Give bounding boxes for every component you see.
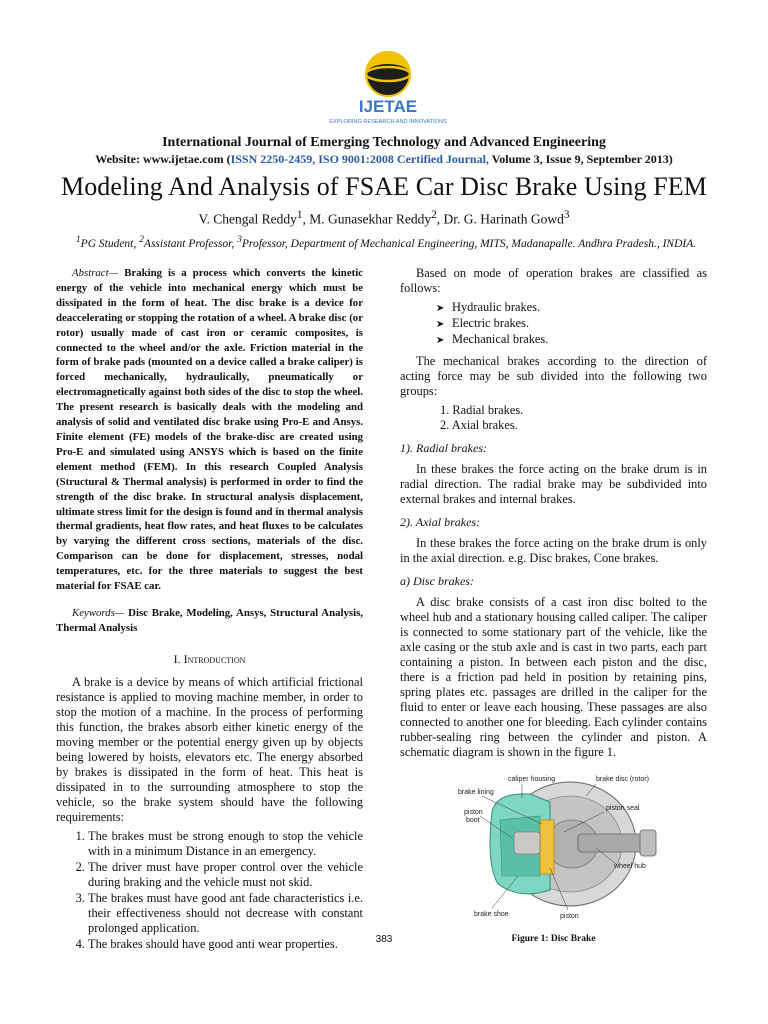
- affil-sup: 2: [139, 234, 144, 245]
- affil-sup: 1: [75, 234, 81, 245]
- affil-sup: 3: [237, 234, 242, 245]
- affiliation: [66, 231, 706, 253]
- intro-paragraph: A brake is a device by means of which artificial frictional resistance is applied to moving machine member, in order to stop the motion of a machine. In the process of performing this function, the brakes absorb either kinetic energy of the moving member or the potential energy given up by objects being lowered by hoists, elevators etc. The energy absorbed by brakes is dissipated in the form of heat. This heat is dissipated in to the surrounding atmosphere to stop the vehicle, so the brake system should have the following requirements:: [56, 674, 363, 824]
- list-item: [436, 300, 707, 316]
- arrow-bullet-icon: ➤: [436, 303, 445, 314]
- author-name: Dr. G. Harinath Gowd: [443, 211, 564, 227]
- disc-brake-diagram: [400, 772, 707, 922]
- section-heading-introduction: [56, 652, 363, 667]
- section-numeral: I.: [173, 651, 184, 666]
- list-item: 4. The brakes should have good anti wear properties.: [88, 937, 363, 952]
- paper-title: Modeling And Analysis of FSAE Car Disc Brake Using FEM: [60, 172, 707, 201]
- abstract: [56, 266, 363, 594]
- list-item-text: Electric brakes.: [452, 316, 530, 330]
- section-title: Introduction: [183, 651, 246, 666]
- website-prefix: Website: www.ijetae.com (: [95, 152, 231, 166]
- page-number: 383: [375, 934, 393, 945]
- journal-logo: [329, 44, 447, 130]
- list-item-text: Mechanical brakes.: [452, 332, 549, 346]
- arrow-bullet-icon: ➤: [436, 335, 445, 346]
- axial-brakes-text: In these brakes the force acting on the brake drum is only in the axial direction. e.g. Disc brakes, Cone brakes.: [400, 536, 707, 565]
- arrow-bullet-icon: ➤: [436, 319, 445, 330]
- list-item: [436, 316, 707, 332]
- classification-paragraph: Based on mode of operation brakes are classified as follows:: [400, 266, 707, 295]
- right-column: [400, 266, 707, 947]
- label-piston-seal: piston seal: [606, 805, 640, 812]
- list-item: 1. The brakes must be strong enough to stop the vehicle with in a minimum Distance in an emergency.: [88, 829, 363, 859]
- list-item: 2. Axial brakes.: [440, 418, 518, 432]
- volume-text: Volume 3, Issue 9, September 2013): [488, 152, 673, 166]
- mechanical-paragraph: The mechanical brakes according to the direction of acting force may be sub divided into the following two groups:: [400, 354, 707, 398]
- disc-brakes-heading: a) Disc brakes:: [400, 574, 474, 588]
- list-item: 2. The driver must have proper control over the vehicle during braking and the vehicle must not skid.: [88, 860, 363, 890]
- journal-name: International Journal of Emerging Technology and Advanced Engineering: [162, 135, 606, 150]
- affil-text: Professor, Department of Mechanical Engineering, MITS, Madanapalle. Andhra Pradesh., INDIA.: [241, 237, 697, 250]
- author-name: V. Chengal Reddy: [198, 211, 297, 227]
- groups-list: [440, 403, 707, 433]
- logo-tagline: EXPLORING RESEARCH AND INNOVATIONS: [329, 119, 447, 125]
- list-item: 1. Radial brakes.: [440, 403, 524, 417]
- left-column: [56, 266, 363, 953]
- label-brake-shoe: brake shoe: [474, 911, 509, 918]
- list-item-text: Hydraulic brakes.: [452, 300, 541, 314]
- author-sup: 3: [563, 209, 570, 221]
- list-item: 3. The brakes must have good ant fade characteristics i.e. their effectiveness should not decrease with constant prolonged application.: [88, 891, 363, 936]
- radial-brakes-text: In these brakes the force acting on the brake drum is in radial direction. The radial brake may be subdivided into external brakes and internal brakes.: [400, 462, 707, 506]
- label-piston: piston: [464, 809, 483, 816]
- label-boot: boot: [466, 817, 480, 824]
- label-brake-lining: brake lining: [458, 789, 494, 796]
- affil-text: PG Student,: [80, 237, 140, 250]
- axial-brakes-heading: 2). Axial brakes:: [400, 515, 481, 529]
- author-line: V. Chengal Reddy$^1$, M. Gunasekhar Reddy$^2$, Dr. G. Harinath Gowd$^3$: [198, 209, 570, 227]
- disc-brakes-text: A disc brake consists of a cast iron disc bolted to the wheel hub and a stationary housing called caliper. The caliper is connected to some stationary part of the vehicle, like the axle casing or the stub axle and is cast in two parts, each part containing a piston. In between each piston and the disc, there is a friction pad held in position by retaining pins, spring plates etc. passages are drilled in the caliper for the fluid to enter or leave each housing. These passages are also connected to another one for bleeding. Each cylinder contains rubber-sealing ring between the cylinder and piston. A schematic diagram is shown in the figure 1.: [400, 595, 707, 759]
- abstract-label: Abstract—: [72, 267, 119, 279]
- author-sup: 1: [296, 209, 303, 221]
- label-piston-bottom: piston: [560, 913, 579, 920]
- label-brake-disc: brake disc (rotor): [596, 776, 649, 783]
- logo-text: IJETAE: [358, 97, 418, 116]
- label-caliper-housing: caliper housing: [508, 776, 556, 783]
- author-name: M. Gunasekhar Reddy: [309, 211, 432, 227]
- globe-icon: [366, 52, 410, 96]
- keywords-label: Keywords—: [72, 606, 125, 619]
- affil-text: Assistant Professor,: [143, 237, 238, 250]
- brake-types-list: [436, 300, 707, 348]
- keywords: [56, 606, 363, 636]
- issn-text: ISSN 2250-2459, ISO 9001:2008 Certified Journal,: [230, 152, 489, 166]
- keywords-text: Disc Brake, Modeling, Ansys, Structural Analysis, Thermal Analysis: [56, 606, 363, 634]
- journal-website-line: [0, 152, 768, 167]
- list-item: [436, 332, 707, 348]
- radial-brakes-heading: 1). Radial brakes:: [400, 441, 487, 455]
- figure-caption: Figure 1: Disc Brake: [511, 934, 596, 944]
- label-wheel-hub: wheel hub: [614, 863, 646, 870]
- abstract-text: Braking is a process which converts the kinetic energy of the vehicle into mechanical energy which must be dissipated in the form of heat. The disc brake is a device for deaccelerating or stopping the rotation of a wheel. A brake disc (or rotor) usually made of cast iron or ceramic composites, is connected to the wheel and/or the axle. Friction material in the form of brake pads (mounted on a device called a brake caliper) is forced mechanically, hydraulically, pneumatically or electromagnetically against both sides of the disc to stop the wheel. The present research is basically deals with the modeling and analysis of solid and ventilated disc brake using Pro-E and Ansys. Finite element (FE) models of the brake-disc are created using Pro-E and simulated using ANSYS which is based on the finite element method (FEM). In this research Coupled Analysis (Structural & Thermal analysis) is performed in order to find the strength of the disc brake. In structural analysis displacement, ultimate stress limit for the design is found and in thermal analysis thermal gradients, heat flow rates, and heat fluxes to be calculates by varying the different cross sections, materials of the disc. Comparison can be done for displacement, stresses, nodal temperatures, etc. for the three materials to suggest the best material for FSAE car.: [56, 267, 363, 593]
- author-sup: 2: [431, 209, 437, 221]
